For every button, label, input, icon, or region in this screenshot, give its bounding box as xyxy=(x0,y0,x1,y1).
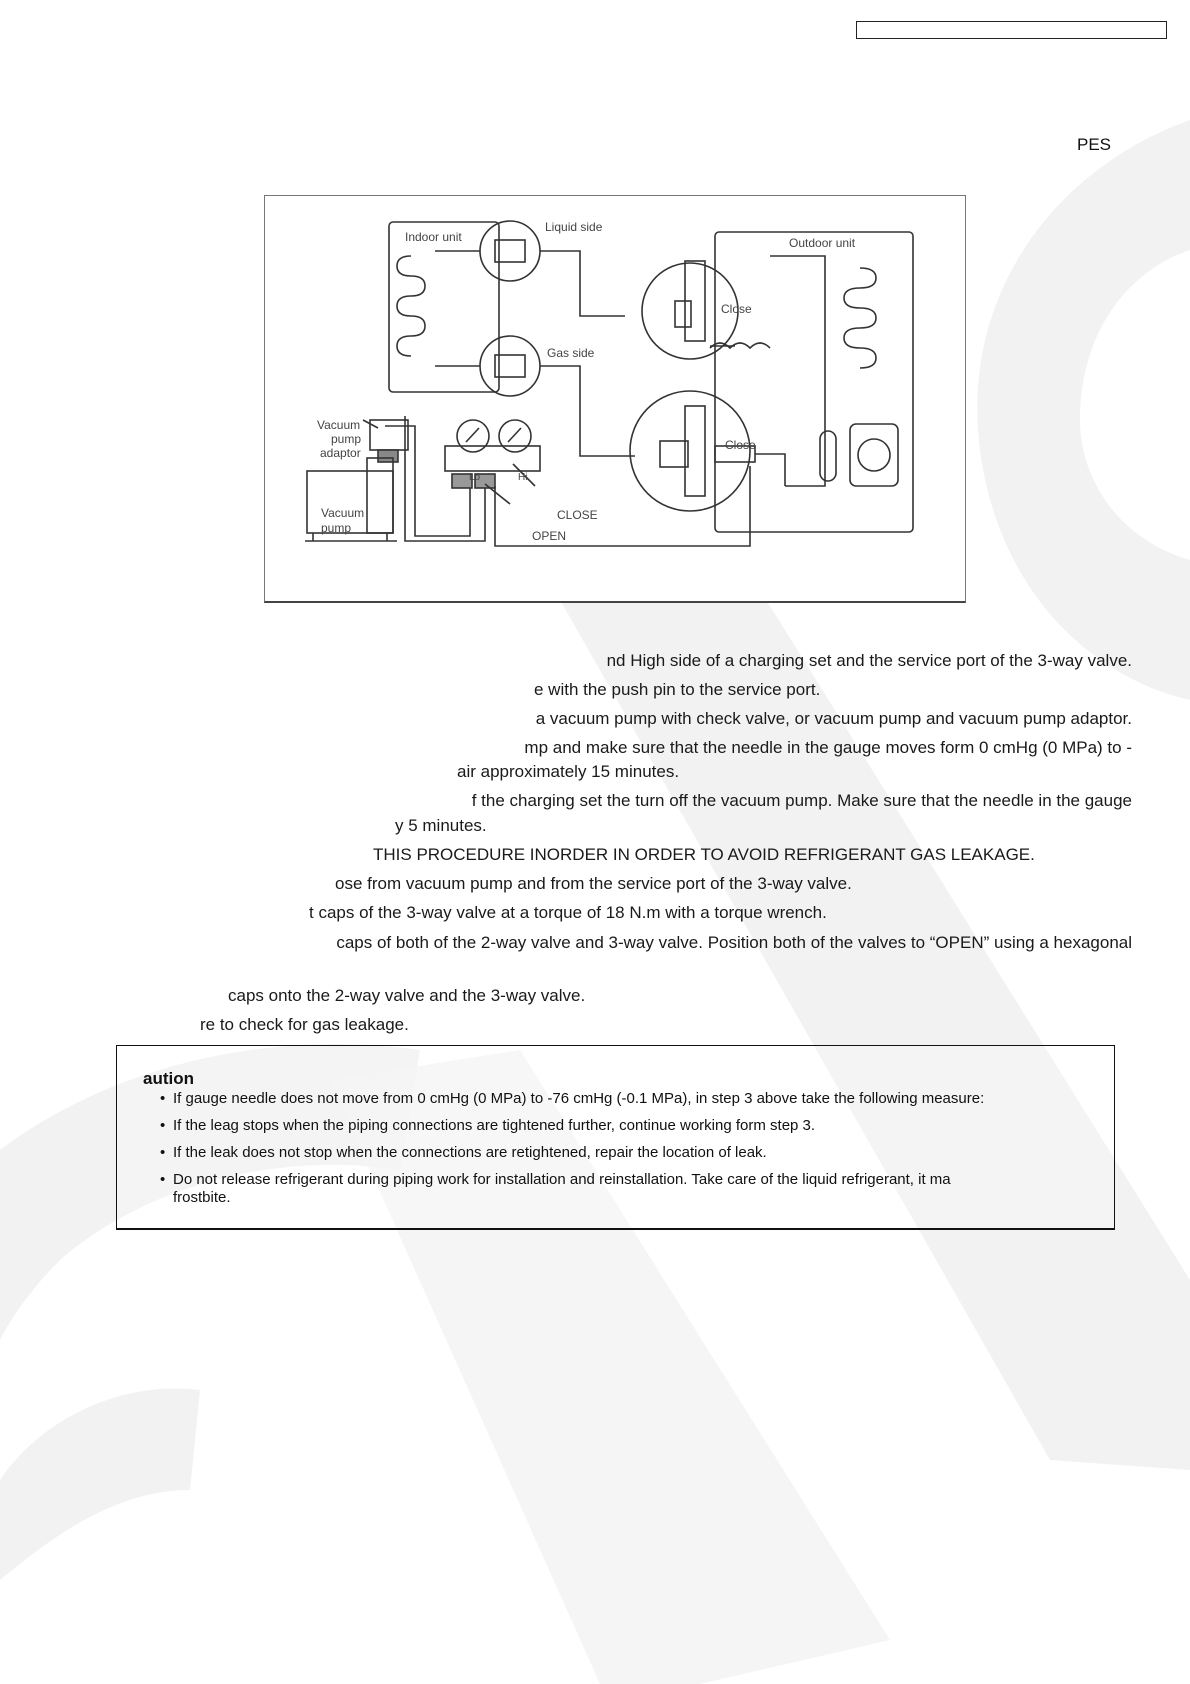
hi-label: Hi xyxy=(518,472,528,483)
lo-label: Lo xyxy=(469,472,481,483)
outdoor-unit-frame xyxy=(715,232,913,532)
caution-text-3: If the leak does not stop when the connections are retightened, repair the location of leak. xyxy=(173,1144,767,1161)
piping-illustration xyxy=(265,196,967,604)
bullet-dot-3: • xyxy=(160,1144,166,1161)
gas-side-fitting xyxy=(480,336,540,396)
high-side-gauge xyxy=(499,420,531,452)
vacuum-pump-adaptor-label-1: Vacuum xyxy=(317,418,361,432)
step-line-11: caps of both of the 2-way valve and 3-way valve. Position both of the valves to “OPEN” using a hexagonal xyxy=(336,933,1132,952)
close-label-bottom: Close xyxy=(725,438,756,452)
liquid-side-fitting xyxy=(480,221,540,281)
outdoor-unit-label: Outdoor unit xyxy=(789,236,856,250)
step-line-1: nd High side of a charging set and the service port of the 3-way valve. xyxy=(606,651,1132,670)
low-side-gauge xyxy=(457,420,489,452)
manifold-body xyxy=(445,446,540,471)
close-label-top: Close xyxy=(721,302,752,316)
caution-item-3 xyxy=(160,1144,1073,1162)
vacuum-pump-label-1: Vacuum xyxy=(321,506,365,520)
outdoor-coil xyxy=(844,268,876,368)
caution-text-1: If gauge needle does not move from 0 cmHg (0 MPa) to -76 cmHg (-0.1 MPa), in step 3 above take the following measure: xyxy=(173,1090,985,1107)
step-line-12: caps onto the 2-way valve and the 3-way valve. xyxy=(228,986,586,1005)
step-line-5: air approximately 15 minutes. xyxy=(457,762,680,781)
caution-box xyxy=(116,1045,1115,1230)
caution-text-4-continued: frostbite. xyxy=(173,1189,231,1206)
header-frame xyxy=(856,21,1167,39)
caution-text-2: If the leag stops when the piping connections are tightened further, continue working form step 3. xyxy=(173,1117,816,1134)
step-line-13: re to check for gas leakage. xyxy=(200,1015,409,1034)
vacuum-pump-adaptor-label-2: pump xyxy=(331,432,362,446)
vacuum-pump-adaptor-label-3: adaptor xyxy=(320,446,361,460)
accumulator xyxy=(820,431,836,481)
indoor-coil xyxy=(397,256,425,356)
close-valve-label: CLOSE xyxy=(557,508,598,522)
bullet-dot-2: • xyxy=(160,1117,166,1134)
vacuum-purging-diagram xyxy=(264,195,966,603)
step-line-7: y 5 minutes. xyxy=(395,816,487,835)
caution-text-4: Do not release refrigerant during piping work for installation and reinstallation. Take care of the liquid refrigerant, it ma xyxy=(173,1171,951,1188)
step-line-2: e with the push pin to the service port. xyxy=(534,680,821,699)
step-line-3: a vacuum pump with check valve, or vacuum pump and vacuum pump adaptor. xyxy=(535,709,1132,728)
step-line-10: t caps of the 3-way valve at a torque of 18 N.m with a torque wrench. xyxy=(309,903,827,922)
step-line-9: ose from vacuum pump and from the service port of the 3-way valve. xyxy=(335,874,852,893)
step-line-6: f the charging set the turn off the vacuum pump. Make sure that the needle in the gauge xyxy=(471,791,1132,810)
gas-side-label: Gas side xyxy=(547,346,595,360)
caution-item-4 xyxy=(160,1171,1073,1207)
caution-item-1 xyxy=(160,1090,1073,1108)
model-code: PES xyxy=(1077,135,1112,154)
caution-title: aution xyxy=(143,1069,194,1088)
open-valve-label: OPEN xyxy=(532,529,567,543)
indoor-unit-label: Indoor unit xyxy=(405,230,462,244)
liquid-side-label: Liquid side xyxy=(545,220,603,234)
bullet-dot-1: • xyxy=(160,1090,166,1107)
vacuum-pump-adaptor xyxy=(370,420,408,450)
vacuum-pump-label-2: pump xyxy=(321,521,352,535)
bullet-dot-4: • xyxy=(160,1171,166,1188)
step-line-4: mp and make sure that the needle in the gauge moves form 0 cmHg (0 MPa) to - xyxy=(524,738,1132,757)
step-line-8-warning: THIS PROCEDURE INORDER IN ORDER TO AVOID REFRIGERANT GAS LEAKAGE. xyxy=(373,845,1035,864)
caution-item-2 xyxy=(160,1117,1073,1135)
